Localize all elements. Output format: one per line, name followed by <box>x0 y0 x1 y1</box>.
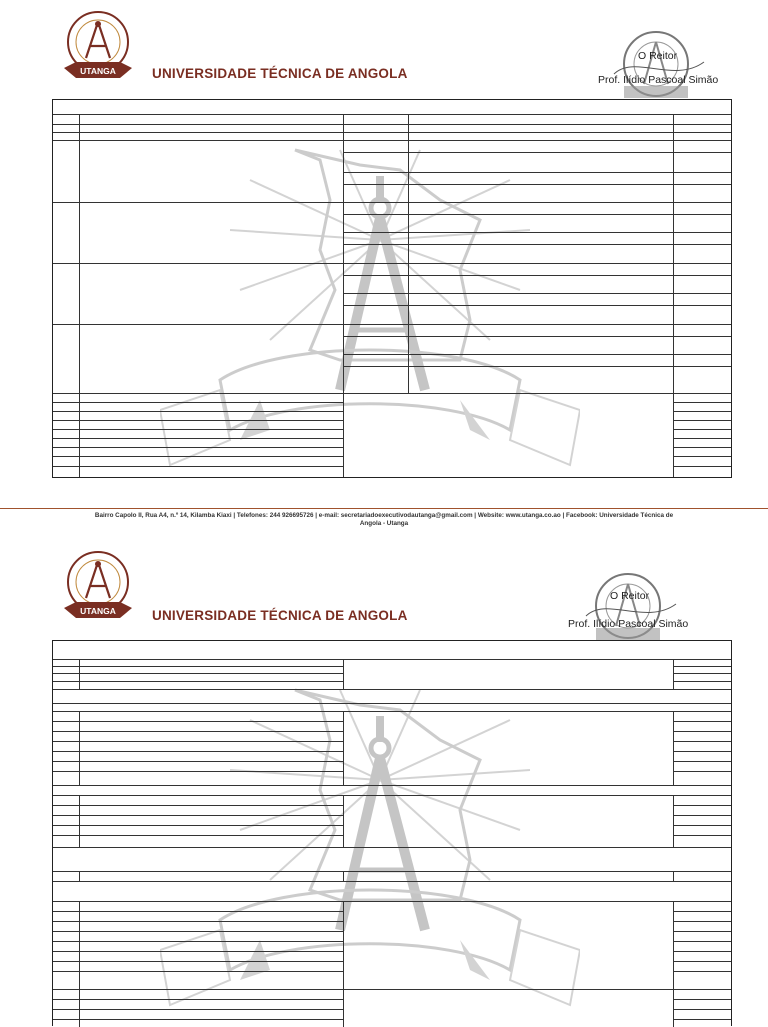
footer-contact-line: Bairro Capolo II, Rua A4, n.º 14, Kilamba Kiaxi | Telefones: 244 926695726 | e-mail: secretariadoexecutivodautanga@gmail.com | Website: www.utanga.co.ao | Facebook: Universidade Técnica de <box>94 512 674 519</box>
rector-stamp-icon <box>594 24 722 104</box>
university-compass-logo-icon <box>60 546 136 626</box>
footer-divider <box>0 508 768 509</box>
university-title: UNIVERSIDADE TÉCNICA DE ANGOLA <box>152 66 408 81</box>
stamp-rector-name: Prof. Ilídio Pascoal Simão <box>568 618 689 630</box>
university-title: UNIVERSIDADE TÉCNICA DE ANGOLA <box>152 608 408 623</box>
footer-contact-line-2: Angola - Utanga <box>359 520 409 527</box>
stamp-rector-name: Prof. Ilídio Pascoal Simão <box>598 74 719 86</box>
stamp-rector-title: O Reitor <box>610 590 650 602</box>
schedule-table <box>52 99 732 478</box>
page-2 <box>0 530 768 1024</box>
svg-text:UTANGA: UTANGA <box>80 606 116 616</box>
schedule-table <box>52 640 732 1026</box>
university-compass-logo-icon <box>60 6 136 86</box>
rector-stamp-icon <box>566 566 694 646</box>
stamp-rector-title: O Reitor <box>638 50 678 62</box>
svg-text:UTANGA: UTANGA <box>80 66 116 76</box>
